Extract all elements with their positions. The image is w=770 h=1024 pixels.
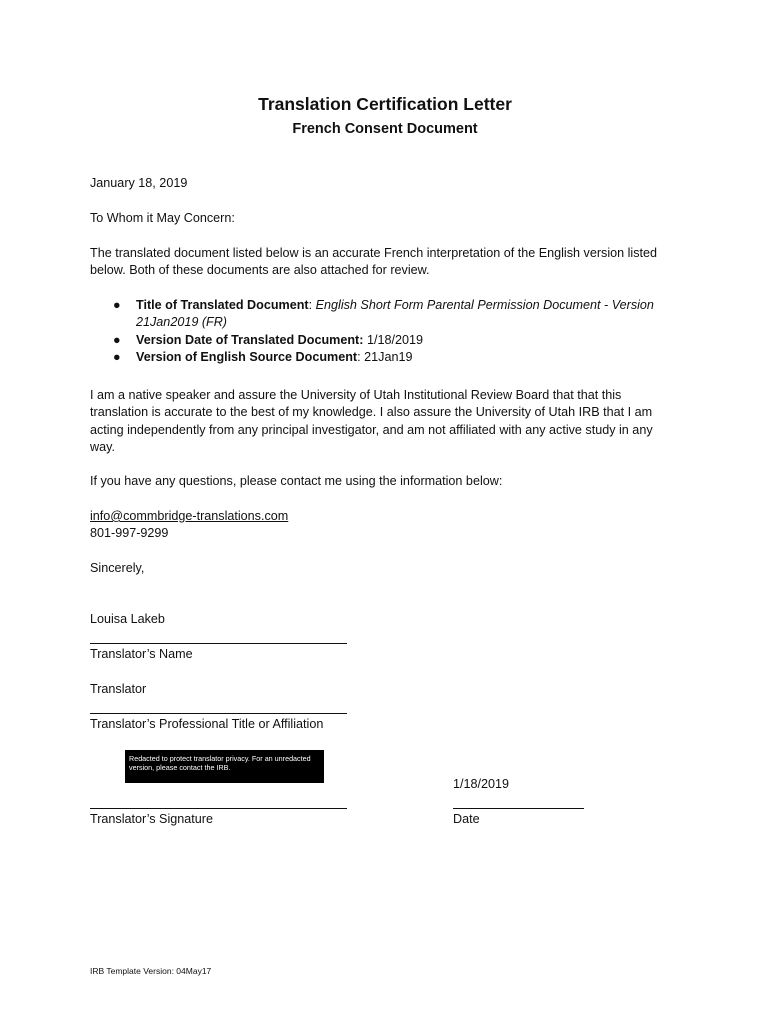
document-subtitle: French Consent Document [292, 121, 478, 137]
list-item: ● Version of English Source Document: 21Jan19 [90, 349, 680, 366]
footer-template-version: IRB Template Version: 04May17 [90, 966, 212, 976]
translator-title-label: Translator’s Professional Title or Affiliation [90, 717, 324, 731]
signed-date-value: 1/18/2019 [453, 777, 510, 791]
translator-title-value: Translator [90, 682, 147, 696]
intro-paragraph: The translated document listed below is an accurate French interpretation of the English version listed below. Both of these documents are also attached for review. [90, 246, 658, 278]
bullet-icon: ● [113, 349, 121, 364]
redaction-box: Redacted to protect translator privacy. For an unredacted version, please contact the IRB. [125, 750, 324, 783]
title-signature-line [90, 713, 347, 714]
salutation: To Whom it May Concern: [90, 211, 235, 225]
assurance-paragraph: I am a native speaker and assure the University of Utah Institutional Review Board that that this translation is accurate to the best of my knowledge. I also assure the University of Utah IRB that I am acting independently from any principal investigator, and am not affiliated with any active study in any way. [90, 388, 653, 454]
letter-date: January 18, 2019 [90, 176, 188, 190]
email-link[interactable]: info@commbridge-translations.com [90, 509, 289, 523]
date-line [453, 808, 584, 809]
document-details-list [90, 297, 680, 366]
contact-block [90, 508, 680, 543]
bullet-icon: ● [113, 298, 121, 312]
list-item: ● Version Date of Translated Document: 1/18/2019 [90, 332, 680, 349]
name-signature-line [90, 643, 347, 644]
signature-line [90, 808, 347, 809]
bullet-icon: ● [113, 332, 121, 347]
signature-label: Translator’s Signature [90, 812, 213, 826]
phone-number: 801-997-9299 [90, 526, 169, 541]
date-label: Date [453, 812, 480, 826]
document-title: Translation Certification Letter [258, 94, 512, 114]
contact-prompt: If you have any questions, please contact me using the information below: [90, 474, 503, 488]
closing: Sincerely, [90, 561, 145, 575]
translator-name-value: Louisa Lakeb [90, 612, 165, 626]
list-item: ● Title of Translated Document: English Short Form Parental Permission Document - Version 21Jan2019 (FR) [113, 298, 654, 330]
translator-name-label: Translator’s Name [90, 647, 193, 661]
